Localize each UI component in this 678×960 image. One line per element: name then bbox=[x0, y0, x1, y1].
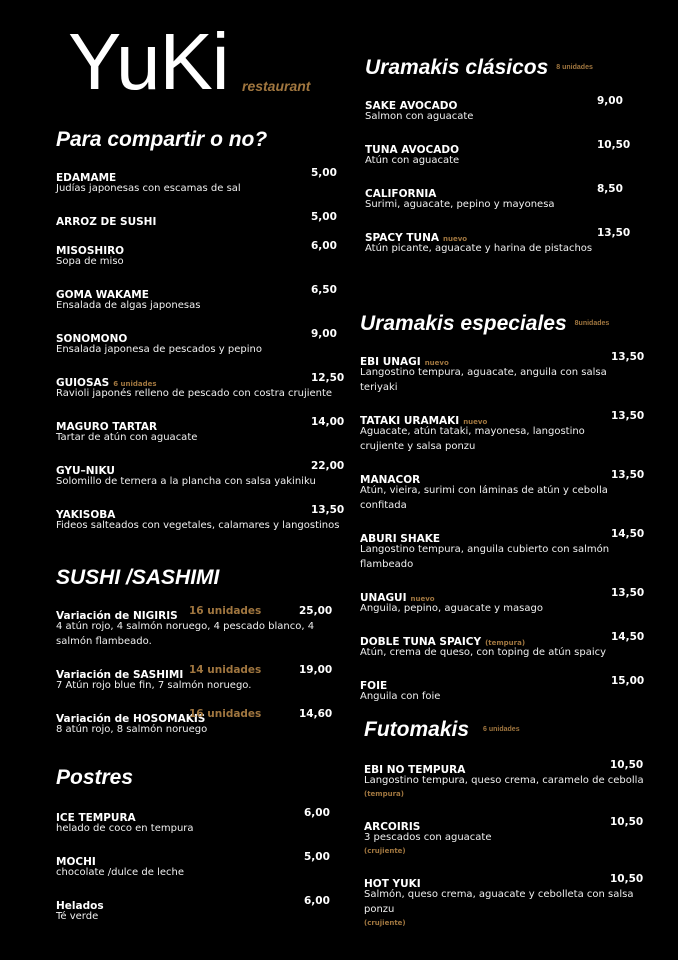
menu-item-header bbox=[56, 210, 337, 228]
restaurant-logo bbox=[68, 17, 311, 106]
menu-item-header bbox=[360, 468, 660, 487]
menu-item bbox=[360, 409, 660, 454]
item-price: 25,00 bbox=[299, 605, 333, 617]
item-name: MISOSHIRO bbox=[56, 245, 125, 257]
item-tag: 16 unidades bbox=[189, 708, 262, 720]
item-tag: 16 unidades bbox=[189, 605, 262, 617]
menu-item-header bbox=[360, 674, 660, 693]
item-name: EBI UNAGI bbox=[360, 356, 421, 369]
item-description: 4 atún rojo, 4 salmón noruego, 4 pescado blanco, 4 salmón flambeado. bbox=[56, 621, 315, 647]
menu-item-header bbox=[365, 182, 665, 201]
menu-item-header bbox=[56, 663, 336, 681]
item-description: Salmon con aguacate bbox=[365, 111, 474, 123]
menu-item-header bbox=[365, 138, 665, 157]
item-description: Surimi, aguacate, pepino y mayonesa bbox=[365, 199, 555, 211]
item-description: chocolate /dulce de leche bbox=[56, 867, 184, 878]
menu-item-header bbox=[360, 630, 660, 649]
item-description: Langostino tempura, anguila cubierto con salmón flambeado bbox=[360, 544, 610, 571]
item-price: 14,00 bbox=[311, 416, 345, 428]
section-title bbox=[360, 312, 660, 336]
menu-item bbox=[364, 758, 664, 801]
item-name: EDAMAME bbox=[56, 172, 117, 184]
item-price: 6,00 bbox=[304, 895, 330, 907]
item-tag: nuevo bbox=[443, 235, 468, 244]
item-tag: (tempura) bbox=[485, 639, 526, 648]
menu-item-header bbox=[56, 850, 336, 868]
item-name: HOT YUKI bbox=[364, 878, 421, 891]
item-name: GOMA WAKAME bbox=[56, 289, 149, 301]
menu-item bbox=[56, 850, 336, 880]
menu-item bbox=[56, 604, 336, 649]
menu-item bbox=[360, 468, 660, 513]
section-note: 6 unidades bbox=[483, 726, 520, 734]
menu-item bbox=[360, 674, 660, 704]
item-name: TUNA AVOCADO bbox=[365, 144, 460, 157]
item-price: 19,00 bbox=[299, 664, 333, 676]
menu-item-header bbox=[56, 327, 337, 345]
menu-item bbox=[360, 586, 660, 616]
menu-item-header bbox=[365, 226, 665, 245]
menu-item-header bbox=[56, 894, 336, 912]
section-title: Para compartir o no? bbox=[56, 128, 268, 151]
item-price: 6,50 bbox=[311, 284, 337, 296]
item-name: Variación de HOSOMAKIS bbox=[56, 713, 206, 725]
menu-item-header bbox=[360, 350, 660, 369]
item-price: 22,00 bbox=[311, 460, 345, 472]
item-description: Sopa de miso bbox=[56, 256, 124, 267]
item-price: 10,50 bbox=[610, 816, 644, 829]
item-description: helado de coco en tempura bbox=[56, 823, 194, 834]
item-price: 6,00 bbox=[304, 807, 330, 819]
item-description: Salmón, queso crema, aguacate y cebolleta con salsa ponzu bbox=[364, 889, 634, 916]
item-tag: 14 unidades bbox=[189, 664, 262, 676]
section-title bbox=[364, 718, 664, 742]
section-sushi-sashimi bbox=[56, 566, 336, 751]
item-name: DOBLE TUNA SPAICY bbox=[360, 636, 482, 649]
menu-item bbox=[364, 815, 664, 858]
menu-item-header bbox=[56, 283, 337, 301]
menu-item bbox=[56, 459, 345, 489]
menu-item-header bbox=[56, 415, 345, 433]
menu-list bbox=[364, 758, 664, 930]
menu-list bbox=[360, 350, 660, 704]
item-name: GYU–NIKU bbox=[56, 465, 115, 477]
menu-item bbox=[56, 166, 336, 196]
menu-item bbox=[56, 707, 336, 737]
menu-list bbox=[56, 604, 336, 737]
item-price: 13,50 bbox=[611, 469, 645, 482]
menu-item-header bbox=[360, 409, 660, 428]
menu-item-header bbox=[56, 806, 336, 824]
section-title-text: Uramakis clásicos bbox=[365, 56, 549, 79]
item-description: 7 Atún rojo blue fin, 7 salmón noruego. bbox=[56, 680, 252, 691]
item-tag: nuevo bbox=[410, 595, 435, 604]
item-name: TATAKI URAMAKI bbox=[360, 415, 460, 428]
item-description: Tartar de atún con aguacate bbox=[56, 432, 198, 443]
item-price: 6,00 bbox=[311, 240, 337, 252]
section-postres bbox=[56, 766, 336, 938]
item-description: Ensalada de algas japonesas bbox=[56, 300, 201, 311]
menu-item-header bbox=[365, 94, 665, 113]
item-price: 12,50 bbox=[311, 372, 345, 384]
item-description: Judías japonesas con escamas de sal bbox=[56, 183, 241, 194]
menu-item-header bbox=[56, 707, 336, 725]
menu-item bbox=[56, 806, 336, 836]
menu-item bbox=[56, 894, 336, 924]
item-description: Anguila con foie bbox=[360, 691, 441, 703]
item-description: Ensalada japonesa de pescados y pepino bbox=[56, 344, 262, 355]
item-price: 13,50 bbox=[611, 587, 645, 600]
section-uramakis-especiales bbox=[360, 312, 660, 718]
menu-list bbox=[56, 806, 336, 924]
item-description: Aguacate, atún tataki, mayonesa, langostino crujiente y salsa ponzu bbox=[360, 426, 585, 453]
menu-item-header bbox=[56, 371, 345, 389]
item-name: SONOMONO bbox=[56, 333, 128, 345]
menu-item bbox=[360, 527, 660, 572]
item-subtag: (crujiente) bbox=[364, 919, 406, 928]
item-price: 5,00 bbox=[311, 167, 337, 179]
item-name: MAGURO TARTAR bbox=[56, 421, 158, 433]
item-tag: nuevo bbox=[424, 359, 449, 368]
logo-subtitle: restaurant bbox=[242, 78, 311, 94]
item-name: SPACY TUNA bbox=[365, 232, 439, 245]
menu-item bbox=[364, 872, 664, 930]
section-title: Postres bbox=[56, 766, 134, 789]
item-description: 3 pescados con aguacate bbox=[364, 832, 492, 844]
item-price: 14,50 bbox=[611, 631, 645, 644]
menu-item-header bbox=[364, 815, 664, 834]
item-name: ABURI SHAKE bbox=[360, 533, 441, 546]
item-name: ICE TEMPURA bbox=[56, 812, 136, 824]
menu-item bbox=[360, 350, 660, 395]
item-subtag: (crujiente) bbox=[364, 847, 406, 856]
menu-item bbox=[56, 415, 345, 445]
menu-item-header bbox=[56, 503, 345, 521]
item-name: Variación de NIGIRIS bbox=[56, 610, 178, 622]
menu-item-header bbox=[364, 758, 664, 777]
menu-item bbox=[365, 138, 665, 168]
item-price: 15,00 bbox=[611, 675, 645, 688]
section-title-text: Futomakis bbox=[364, 718, 470, 741]
item-price: 13,50 bbox=[311, 504, 345, 516]
menu-item-header bbox=[56, 166, 337, 184]
item-description: Atún, crema de queso, con toping de atún spaicy bbox=[360, 647, 607, 659]
item-subtag: (tempura) bbox=[364, 790, 404, 799]
item-name: YAKISOBA bbox=[56, 509, 116, 521]
menu-item bbox=[365, 226, 665, 256]
item-description: Té verde bbox=[56, 911, 99, 922]
item-price: 13,50 bbox=[611, 351, 645, 364]
item-description: Langostino tempura, queso crema, caramelo de cebolla bbox=[364, 775, 644, 787]
menu-item bbox=[360, 630, 660, 660]
item-name: ARCOIRIS bbox=[364, 821, 421, 834]
item-description: Solomillo de ternera a la plancha con salsa yakiniku bbox=[56, 476, 316, 487]
item-name: Variación de SASHIMI bbox=[56, 669, 184, 681]
item-name: EBI NO TEMPURA bbox=[364, 764, 466, 777]
item-name: FOIE bbox=[360, 680, 388, 693]
item-price: 14,50 bbox=[611, 528, 645, 541]
item-name: MANACOR bbox=[360, 474, 421, 487]
menu-item-header bbox=[56, 239, 337, 257]
item-description: 8 atún rojo, 8 salmón noruego bbox=[56, 724, 208, 735]
menu-item bbox=[56, 503, 345, 533]
menu-item bbox=[56, 327, 336, 357]
item-price: 10,50 bbox=[597, 139, 631, 152]
menu-item-header bbox=[360, 586, 660, 605]
item-name: CALIFORNIA bbox=[365, 188, 437, 201]
section-title bbox=[365, 56, 665, 80]
item-name: GUIOSAS bbox=[56, 377, 110, 389]
item-price: 9,00 bbox=[597, 95, 623, 108]
menu-item-header bbox=[364, 872, 664, 891]
item-name: SAKE AVOCADO bbox=[365, 100, 458, 113]
section-title: SUSHI /SASHIMI bbox=[56, 566, 220, 589]
menu-list bbox=[365, 94, 665, 256]
item-name: Helados bbox=[56, 900, 104, 912]
item-description: Langostino tempura, aguacate, anguila con salsa teriyaki bbox=[360, 367, 607, 394]
section-note: 8 unidades bbox=[556, 64, 593, 72]
section-note: 8unidades bbox=[574, 320, 610, 328]
item-name: MOCHI bbox=[56, 856, 96, 868]
menu-item bbox=[56, 283, 336, 313]
logo-text: YuKi bbox=[68, 17, 229, 106]
menu-list bbox=[56, 166, 345, 533]
section-futomakis bbox=[364, 718, 664, 944]
item-description: Atún con aguacate bbox=[365, 155, 460, 167]
item-price: 14,60 bbox=[299, 708, 333, 720]
item-price: 13,50 bbox=[597, 227, 631, 240]
menu-item-header bbox=[360, 527, 660, 546]
item-price: 9,00 bbox=[311, 328, 337, 340]
menu-item bbox=[56, 210, 337, 228]
item-price: 10,50 bbox=[610, 873, 644, 886]
menu-item bbox=[56, 371, 345, 401]
item-description: Fideos salteados con vegetales, calamares y langostinos bbox=[56, 520, 340, 531]
item-price: 13,50 bbox=[611, 410, 645, 423]
item-name: ARROZ DE SUSHI bbox=[56, 216, 157, 228]
item-price: 8,50 bbox=[597, 183, 623, 196]
menu-item bbox=[56, 239, 336, 269]
item-price: 5,00 bbox=[311, 211, 337, 223]
menu-item bbox=[365, 94, 665, 124]
menu-item-header bbox=[56, 459, 345, 477]
item-description: Ravioli japonés relleno de pescado con costra crujiente bbox=[56, 388, 333, 399]
item-description: Atún picante, aguacate y harina de pistachos bbox=[365, 243, 593, 255]
item-description: Anguila, pepino, aguacate y masago bbox=[360, 603, 543, 615]
menu-item-header bbox=[56, 604, 336, 622]
section-title-text: Uramakis especiales bbox=[360, 312, 567, 335]
item-price: 5,00 bbox=[304, 851, 330, 863]
item-price: 10,50 bbox=[610, 759, 644, 772]
item-tag: nuevo bbox=[463, 418, 488, 427]
item-description: Atún, vieira, surimi con láminas de atún y cebolla confitada bbox=[360, 485, 608, 512]
section-uramakis-clasicos bbox=[365, 56, 665, 270]
item-tag: 6 unidades bbox=[113, 380, 157, 388]
menu-item bbox=[365, 182, 665, 212]
section-para-compartir bbox=[56, 128, 345, 547]
menu-item bbox=[56, 663, 336, 693]
item-name: UNAGUI bbox=[360, 592, 407, 605]
